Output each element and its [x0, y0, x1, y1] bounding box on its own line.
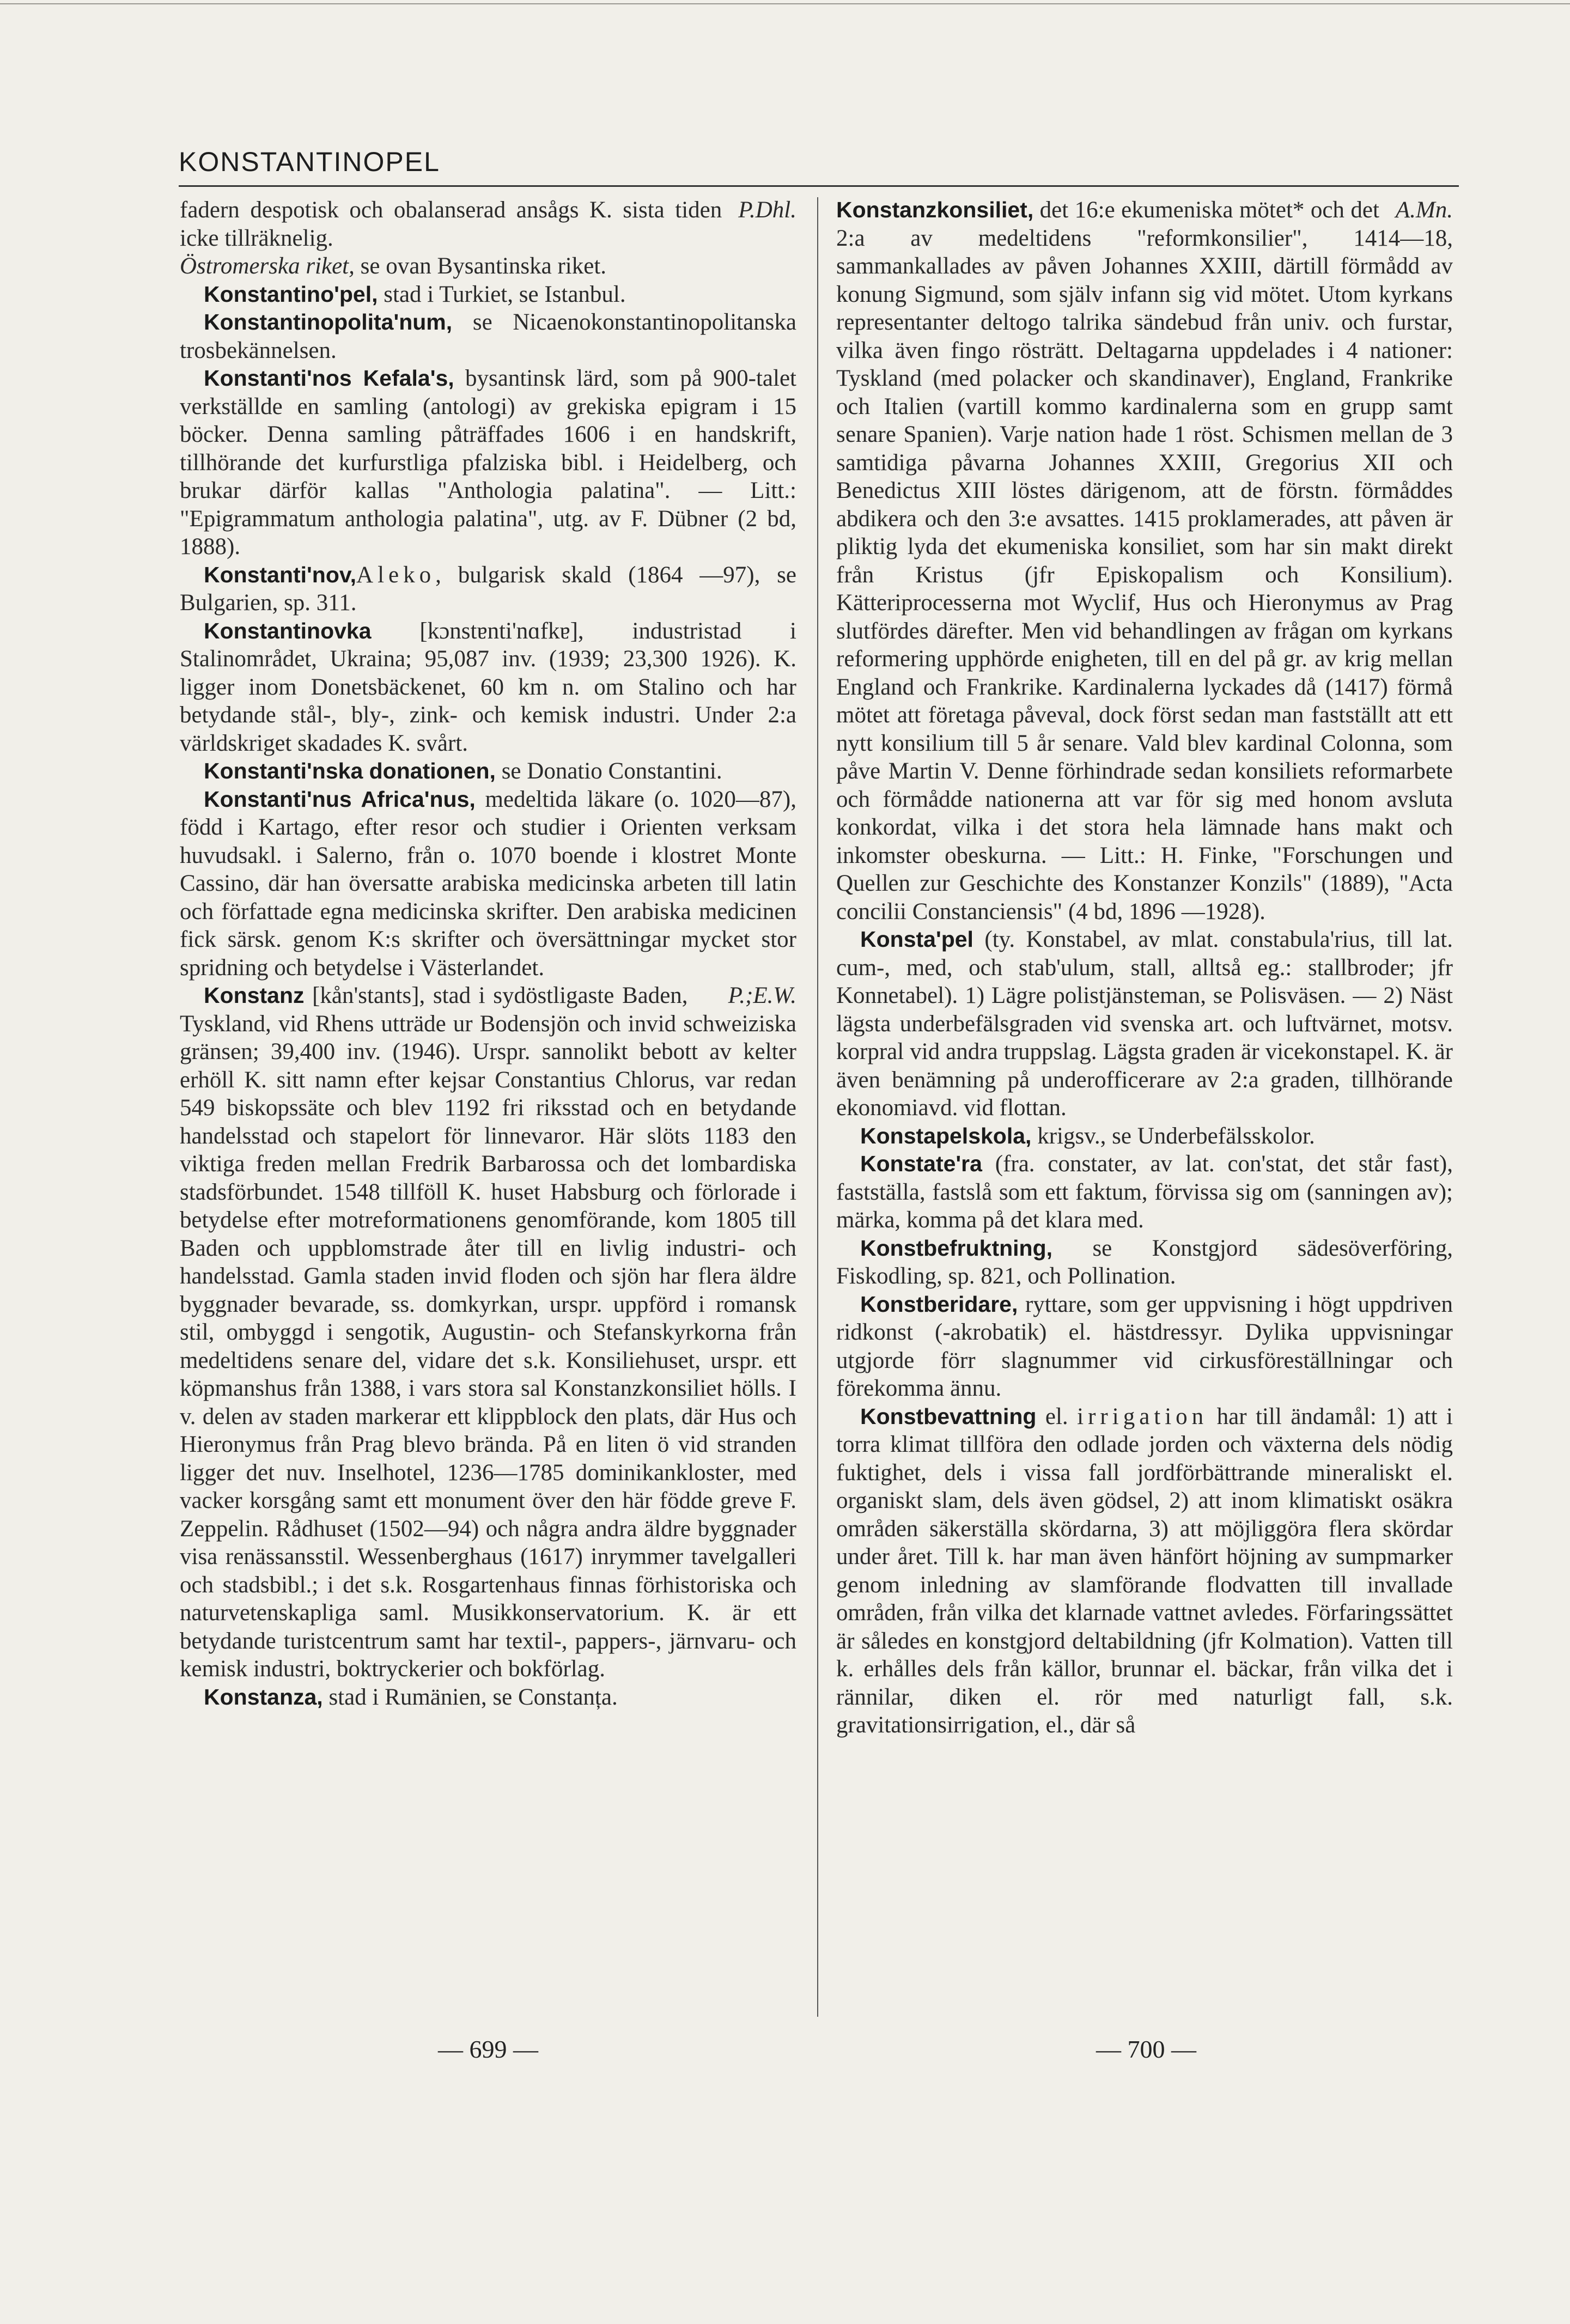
dictionary-entry [836, 1234, 1453, 1291]
entry-text: el. [1036, 1403, 1078, 1429]
author-signature: P.;E.W. [728, 983, 796, 1008]
entry-headword: Konstantino'pel, [204, 281, 378, 307]
entry-headword: Konstanti'nos Kefala's, [204, 366, 454, 391]
author-signature: P.Dhl. [738, 197, 796, 223]
dictionary-entry [836, 1291, 1453, 1403]
entry-headword: Konsta'pel [860, 927, 973, 952]
dictionary-entry [180, 786, 796, 982]
dictionary-entry [836, 196, 1453, 926]
author-signature: A.Mn. [1395, 197, 1453, 223]
entry-text: se Donatio Constantini. [495, 758, 722, 784]
header-rule [179, 185, 1459, 187]
entry-text: stad i Rumänien, se Constanța. [322, 1684, 618, 1710]
entry-text: (ty. Konstabel, av mlat. constabula'rius, till lat. cum-, med, och stab'ulum, stall, alltså eg.: stallbroder; jfr Konnetabel). 1) Lägre polistjänsteman, se Polisväsen. — 2) Näst lägsta underbefälsgraden vid svenska art. och luftvärnet, motsv. korpral vid andra truppslag. Lägsta graden är vicekonstapel. K. är även benämning på underofficerare av 2:a graden, tillhörande ekonomiavd. vid flottan. [836, 927, 1453, 1121]
entry-headword: Konstbefruktning, [860, 1235, 1053, 1261]
entry-headword: Konstantinovka [204, 618, 372, 643]
entry-text: medeltida läkare (o. 1020—87), född i Kartago, efter resor och studier i Orienten verksam huvudsakl. i Salerno, från o. 1070 boende i klostret Monte Cassino, där han översatte arabiska medicinska arbeten till latin och författade egna medicinska skrifter. Den arabiska medicinen fick särsk. genom K:s skrifter och översättningar mycket stor spridning och betydelse i Västerlandet. [180, 786, 796, 981]
dictionary-entry [180, 561, 796, 617]
dictionary-entry [836, 926, 1453, 1122]
entry-text: krigsv., se Underbefälsskolor. [1031, 1123, 1315, 1149]
entry-text: fadern despotisk och obalanserad ansågs K. sista tiden icke tillräknelig. [180, 197, 722, 251]
page-number-right: — 700 — [1096, 2035, 1196, 2063]
entry-text: bysantinsk lärd, som på 900-talet verkställde en samling (antologi) av grekiska epigram i 15 böcker. Denna samling påträffades 1606 i en handskrift, tillhörande det kurfurstliga pfalziska bibl. i Heidelberg, och brukar därför kallas "Anthologia palatina". — Litt.: "Epigrammatum anthologia palatina", utg. av F. Dübner (2 bd, 1888). [180, 366, 796, 559]
spaced-name: Aleko [356, 562, 436, 588]
entry-text: ryttare, som ger uppvisning i högt uppdriven ridkonst (-akrobatik) el. hästdressyr. Dylika uppvisningar utgjorde förr slagnummer vid cirkusföreställningar och förekomma ännu. [836, 1291, 1453, 1401]
entry-headword: Konstanz [204, 983, 305, 1008]
entry-text: (fra. constater, av lat. con'stat, det står fast), fastställa, fastslå som ett faktum, förvissa sig om (sanningen av); märka, komma på det klara med. [836, 1151, 1453, 1233]
dictionary-entry [180, 757, 796, 786]
dictionary-entry [836, 1150, 1453, 1234]
left-column [180, 196, 796, 1711]
dictionary-entry [180, 617, 796, 758]
entry-headword: Östromerska riket, [180, 253, 355, 279]
running-head: KONSTANTINOPEL [179, 147, 440, 177]
spaced-name: irrigation [1077, 1403, 1208, 1429]
entry-text: [kɔnstɐnti'nɑfkɐ], industristad i Stalinområdet, Ukraina; 95,087 inv. (1939; 23,300 1926). K. ligger inom Donetsbäckenet, 60 km n. om Stalino och har betydande stål-, bly-, zink- och kemisk industri. Under 2:a världskriget skadades K. svårt. [180, 618, 796, 756]
entry-text: [kån'stants], stad i sydöstligaste Baden, Tyskland, vid Rhens utträde ur Bodensjön och invid schweiziska gränsen; 39,400 inv. (1946). Urspr. sannolikt bebott av kelter erhöll K. sitt namn efter kejsar Constantius Chlorus, var redan 549 biskopssäte och blev 1192 fri riksstad och en betydande handelsstad och stapelort för linnevaror. Här slöts 1183 den viktiga freden mellan Fredrik Barbarossa och det lombardiska stadsförbundet. 1548 tillföll K. huset Habsburg och förlorade i betydelse efter motreformationens genomförande, kom 1805 till Baden och uppblomstrade åter till en livlig industri- och handelsstad. Gamla staden invid floden och sjön har flera äldre byggnader bevarade, ss. domkyrkan, urspr. uppförd i romansk stil, ombyggd i sengotik, Augustin- och Stefanskyrkorna från medeltidens senare del, vidare det s.k. Konsiliehuset, urspr. ett köpmanshus från 1388, i vars stora sal Konstanzkonsiliet hölls. I v. delen av staden markerar ett klippblock den plats, där Hus och Hieronymus från Prag blevo brända. På en liten ö vid stranden ligger det nuv. Inselhotel, 1236—1785 dominikankloster, med vacker korsgång samt ett monument över den här födde greve F. Zeppelin. Rådhuset (1502—94) och några andra äldre byggnader visa renässansstil. Wessenberghaus (1617) inrymmer tavelgalleri och stadsbibl.; i det s.k. Rosgartenhaus finnas förhistoriska och naturvetenskapliga saml. Musikkonservatorium. K. är ett betydande turistcentrum samt har textil-, pappers-, järnvaru- och kemisk industri, boktryckerier och bokförlag. [180, 983, 796, 1682]
entry-text: se ovan Bysantinska riket. [354, 253, 607, 279]
dictionary-entry [180, 196, 796, 252]
entry-text: se Nicaenokonstantinopolitanska trosbekännelsen. [180, 309, 796, 363]
entry-headword: Konstanzkonsiliet, [836, 197, 1034, 222]
dictionary-entry [180, 252, 796, 281]
entry-text: se Konstgjord sädesöverföring, Fiskodling, sp. 821, och Pollination. [836, 1235, 1453, 1289]
dictionary-entry [180, 308, 796, 364]
dictionary-entry [180, 364, 796, 561]
entry-headword: Konstanti'nus Africa'nus, [204, 786, 476, 812]
column-divider [817, 197, 818, 2017]
entry-headword: Konstberidare, [860, 1291, 1018, 1317]
dictionary-entry [836, 1122, 1453, 1151]
entry-headword: Konstbevattning [860, 1403, 1037, 1429]
dictionary-entry [180, 281, 796, 309]
entry-headword: Konstate'ra [860, 1151, 982, 1176]
dictionary-entry [836, 1403, 1453, 1739]
entry-headword: Konstantinopolita'num, [204, 309, 453, 334]
dictionary-entry [180, 982, 796, 1683]
entry-text: har till ändamål: 1) att i torra klimat tillföra den odlade jorden och växterna dels nödig fuktighet, dels i vissa fall jordförbättrande mineraliskt el. organiskt slam, dels även gödsel, 2) att inom klimatiskt osäkra områden säkerställa skördarna, 3) att möjliggöra flera skördar under året. Till k. har man även hänfört höjning av sumpmarker genom inledning av slamförande flodvatten till invallade områden, från vilka det klarnade vattnet avledes. Förfaringssättet är således en konstgjord deltabildning (jfr Kolmation). Vatten till k. erhålles dels från källor, brunnar el. bäckar, från vilka det i rännilar, diken el. rör med naturligt fall, s.k. gravitationsirrigation, el., där så [836, 1403, 1453, 1738]
entry-text: det 16:e ekumeniska mötet* och det 2:a av medeltidens "reformkonsilier", 1414—18, sammankallades av påven Johannes XXIII, därtill förmådd av konung Sigmund, som själv infann sig vid mötet. Utom kyrkans representanter deltogo talrika sändebud från univ. och furstar, vilka även fingo rösträtt. Deltagarna uppdelades i 4 nationer: Tyskland (med polacker och skandinaver), England, Frankrike och Italien (vartill kommo kardinalerna som en grupp samt senare Spanien). Varje nation hade 1 röst. Schismen mellan de 3 samtidiga påvarna Johannes XXIII, Gregorius XII och Benedictus XIII löstes därigenom, att de förstn. förmåddes abdikera och den 3:e avsattes. 1415 proklamerades, att påven är pliktig lyda det ekumeniska konsiliet, som har sin makt direkt från Kristus (jfr Episkopalism och Konsilium). Kätteriprocesserna mot Wyclif, Hus och Hieronymus av Prag slutfördes därefter. Men vid behandlingen av frågan om kyrkans reformering upphörde enigheten, till en del på gr. av krig mellan England och Frankrike. Kardinalerna lyckades då (1417) förmå mötet att företaga påveval, dock först sedan man fastställt att ett nytt konsilium till 5 år senare. Vald blev kardinal Colonna, som påve Martin V. Denne förhindrade sedan konsiliets reformarbete och förmådde nationerna att var för sig med honom avsluta konkordat, vilka i det stora hela lämnade hans makt och inkomster obeskurna. — Litt.: H. Finke, "Forschungen und Quellen zur Geschichte des Konstanzer Konzils" (1889), "Acta concilii Constanciensis" (4 bd, 1896 —1928). [836, 197, 1453, 924]
entry-headword: Konstanti'nov, [204, 562, 357, 587]
entry-text: , bulgarisk skald (1864 —97), se Bulgarien, sp. 311. [180, 562, 796, 616]
entry-headword: Konstanti'nska donationen, [204, 758, 496, 783]
entry-text: stad i Turkiet, se Istanbul. [378, 281, 626, 307]
dictionary-entry [180, 1683, 796, 1712]
entry-headword: Konstanza, [204, 1684, 323, 1709]
entry-headword: Konstapelskola, [860, 1123, 1032, 1148]
page-edge [0, 0, 1570, 4]
page-number-left: — 699 — [438, 2035, 538, 2063]
right-column [836, 196, 1453, 1739]
